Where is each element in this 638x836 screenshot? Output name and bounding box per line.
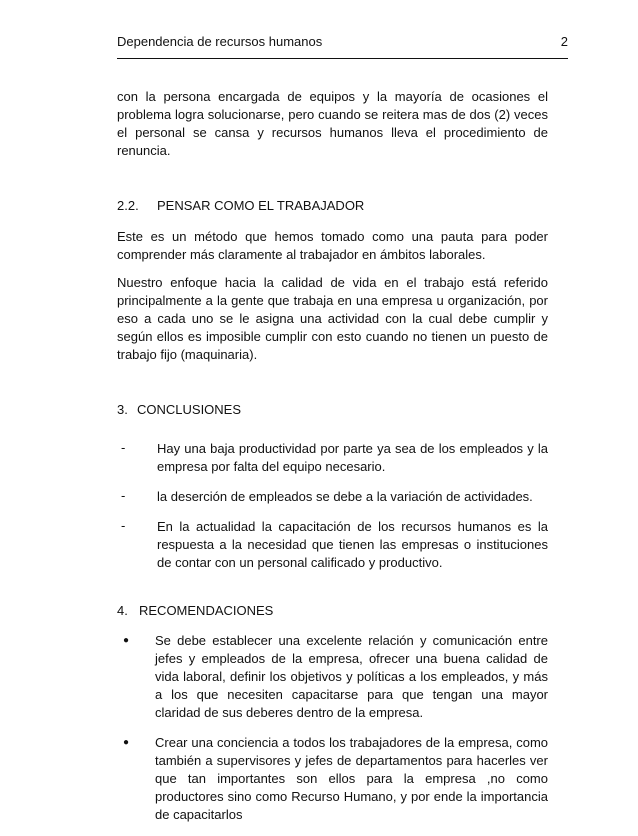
list-item [117, 440, 548, 476]
section-title: PENSAR COMO EL TRABAJADOR [157, 198, 365, 213]
bullet-icon: ● [123, 635, 130, 646]
dash-marker: - [121, 440, 126, 455]
dash-marker: - [121, 518, 126, 533]
list-item [117, 488, 548, 506]
recomendaciones-heading [117, 602, 548, 620]
intro-paragraph: con la persona encargada de equipos y la mayoría de ocasiones el problema logra solucionarse, pero cuando se reitera mas de dos (2) veces el personal se cansa y recursos humanos lleva el procedimiento de renuncia. [117, 89, 548, 158]
header-divider [117, 58, 568, 59]
section-title: RECOMENDACIONES [139, 603, 274, 618]
section-2-2-heading [117, 197, 548, 215]
dash-marker: - [121, 488, 126, 503]
page-header [117, 34, 568, 54]
recomendaciones-list [117, 632, 548, 824]
conclusiones-list [117, 440, 548, 572]
list-item-text: Se debe establecer una excelente relación y comunicación entre jefes y empleados de la empresa, ofrecer una buena calidad de vida laboral, definir los objetivos y políticas a los empleados, y más a los que necesiten capacitarse para que tengan una mayor claridad de sus deberes dentro de la empresa. [155, 633, 548, 720]
list-item-text: En la actualidad la capacitación de los recursos humanos es la respuesta a la necesidad que tienen las empresas o instituciones de contar con un personal calificado y productivo. [157, 519, 548, 570]
section-number: 3. [117, 402, 128, 417]
conclusiones-heading [117, 401, 548, 419]
section-number: 4. [117, 603, 128, 618]
list-item [117, 518, 548, 572]
section-title: CONCLUSIONES [137, 402, 242, 417]
section-2-2-paragraph-2: Nuestro enfoque hacia la calidad de vida en el trabajo está referido principalmente a la gente que trabaja en una empresa u organización, por eso a cada uno se le asigna una actividad con la cual debe cumplir y según ellos es imposible cumplir con esto cuando no tienen un puesto de trabajo fijo (maquinaria). [117, 275, 548, 362]
list-item-text: Hay una baja productividad por parte ya sea de los empleados y la empresa por falta del equipo necesario. [157, 441, 548, 474]
section-2-2-paragraph-1: Este es un método que hemos tomado como una pauta para poder comprender más claramente al trabajador en ámbitos laborales. [117, 229, 548, 262]
bullet-icon: ● [123, 737, 130, 748]
section-number: 2.2. [117, 198, 139, 213]
page-number: 2 [560, 34, 568, 49]
list-item [117, 734, 548, 824]
list-item [117, 632, 548, 722]
header-title: Dependencia de recursos humanos [117, 34, 323, 49]
list-item-text: la deserción de empleados se debe a la variación de actividades. [157, 489, 533, 504]
document-body [117, 88, 548, 836]
list-item-text: Crear una conciencia a todos los trabajadores de la empresa, como también a supervisores y jefes de departamentos para hacerles ver que tan importantes son ellos para la empresa ,no como productores sino como Recurso Humano, y por ende la importancia de capacitarlos [155, 735, 548, 822]
